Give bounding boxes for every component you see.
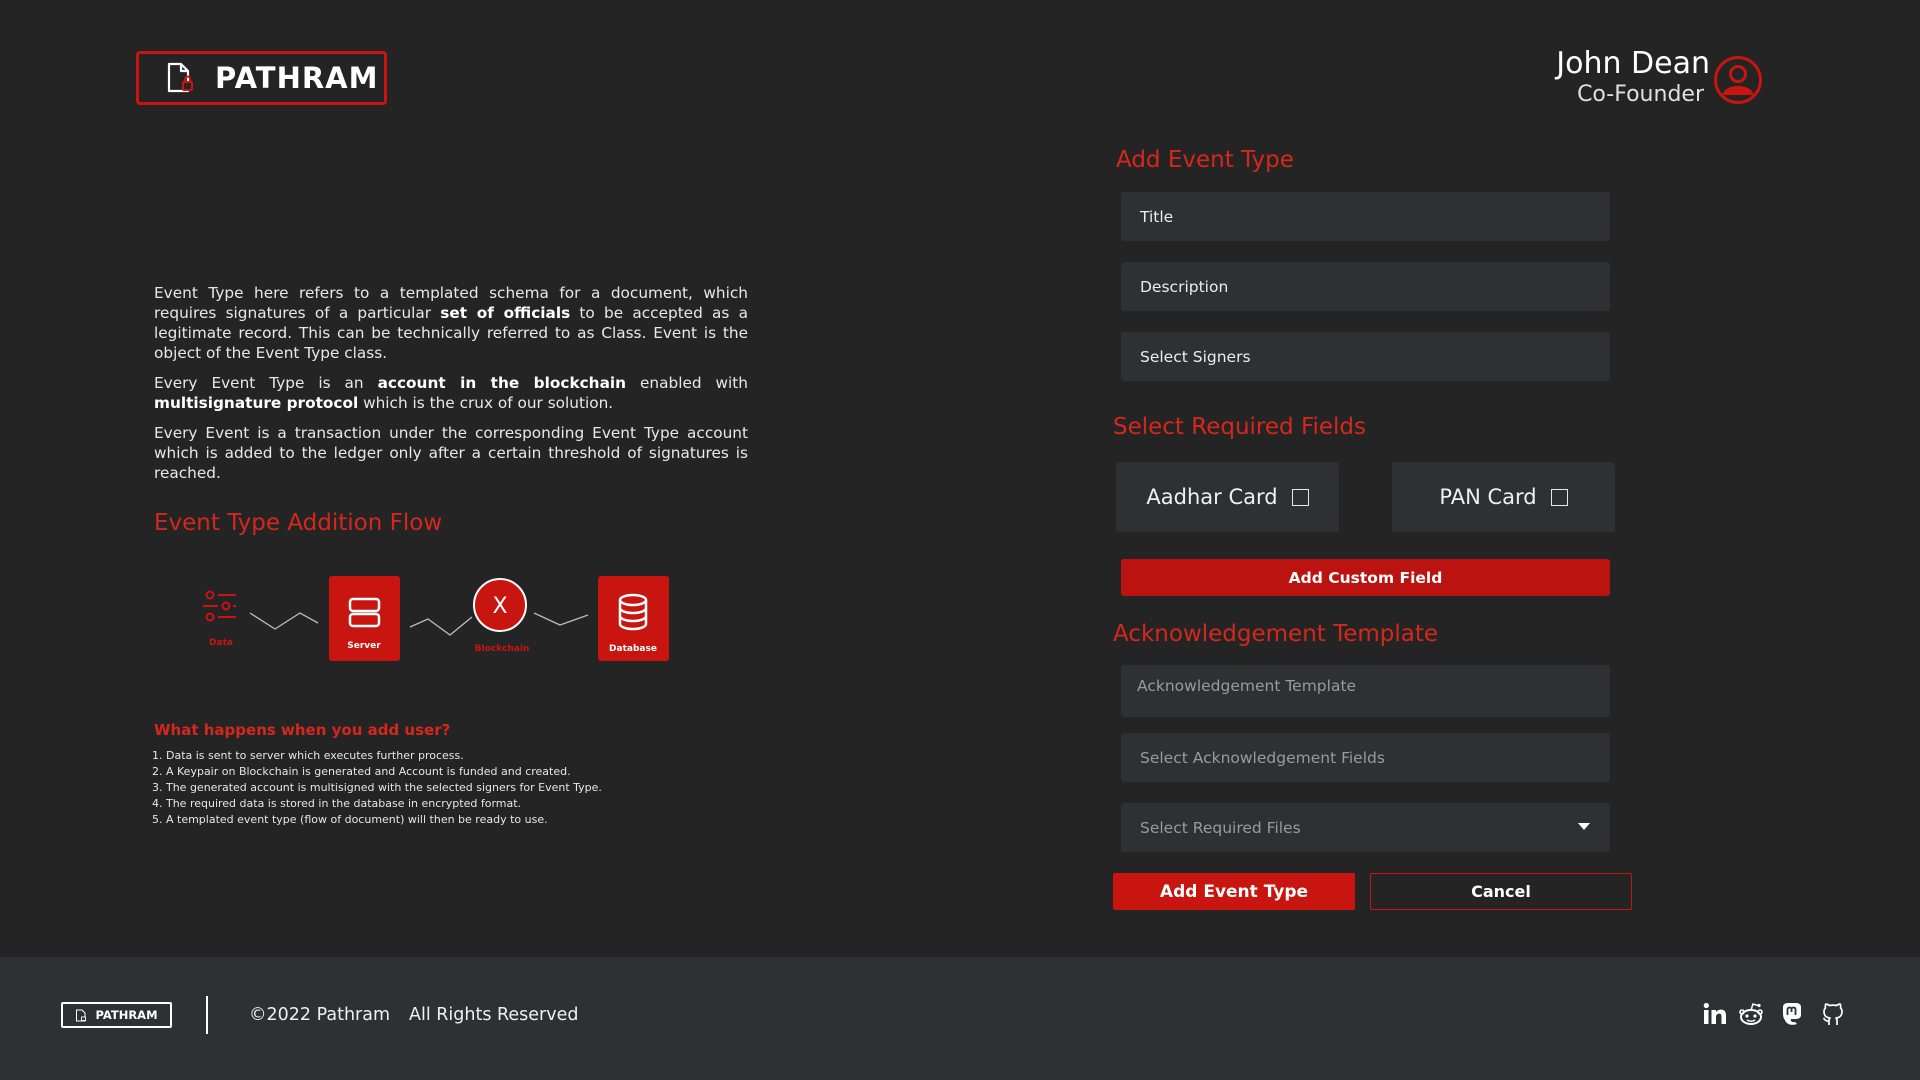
required-files-select[interactable] [1121, 803, 1610, 852]
add-event-type-title: Add Event Type [1116, 147, 1294, 173]
footer-divider [206, 996, 208, 1034]
description-paragraph-3: Every Event is a transaction under the corresponding Event Type account which is added to the ledger only after a certain threshold of signatures is reached. [154, 424, 748, 482]
pan-card-option[interactable] [1392, 462, 1615, 532]
description-paragraph-2 [154, 373, 748, 413]
list-item: 5. A templated event type (flow of document) will then be ready to use. [152, 813, 548, 826]
footer-logo[interactable] [61, 1002, 172, 1028]
add-event-type-button[interactable]: Add Event Type [1113, 873, 1355, 910]
add-custom-field-button[interactable]: Add Custom Field [1121, 559, 1610, 596]
brand-logo[interactable] [136, 51, 387, 105]
list-item: 2. A Keypair on Blockchain is generated and Account is funded and created. [152, 765, 571, 778]
user-info [1556, 46, 1710, 108]
chevron-down-icon [1578, 823, 1590, 830]
list-item: 1. Data is sent to server which executes further process. [152, 749, 464, 762]
brand-name: PATHRAM [215, 61, 379, 95]
acknowledgement-fields-input[interactable]: Select Acknowledgement Fields [1121, 733, 1610, 782]
description-bold: multisignature protocol [154, 394, 359, 412]
footer-rights: All Rights Reserved [409, 1005, 579, 1025]
flow-diagram [200, 575, 680, 665]
what-happens-title: What happens when you add user? [154, 721, 451, 739]
what-happens-list [152, 748, 602, 828]
pan-card-checkbox[interactable] [1551, 489, 1568, 506]
reddit-icon[interactable] [1738, 1001, 1764, 1027]
flow-title: Event Type Addition Flow [154, 510, 443, 536]
pan-card-label: PAN Card [1439, 485, 1537, 509]
list-item: 3. The generated account is multisigned with the selected signers for Event Type. [152, 781, 602, 794]
description-text: Every Event Type is an [154, 374, 378, 392]
avatar-icon[interactable] [1713, 55, 1763, 105]
flow-step-server: Server [347, 641, 381, 651]
footer [0, 957, 1920, 1080]
description-text: which is the crux of our solution. [358, 394, 614, 412]
acknowledgement-template-title: Acknowledgement Template [1113, 621, 1439, 647]
flow-step-database: Database [609, 644, 657, 654]
flow-step-blockchain: Blockchain [474, 644, 530, 654]
event-type-description [154, 283, 748, 493]
user-role: Co-Founder [1577, 82, 1704, 107]
cancel-button[interactable]: Cancel [1370, 873, 1632, 910]
description-bold: set of officials [440, 304, 571, 322]
description-text: enabled with [626, 374, 748, 392]
aadhar-card-checkbox[interactable] [1292, 489, 1309, 506]
select-signers-input[interactable]: Select Signers [1121, 332, 1610, 381]
flow-connector [250, 613, 318, 629]
footer-brand-name: PATHRAM [95, 1008, 158, 1022]
github-icon[interactable] [1820, 1001, 1846, 1027]
aadhar-card-label: Aadhar Card [1146, 485, 1278, 509]
list-item: 4. The required data is stored in the database in encrypted format. [152, 797, 522, 810]
document-icon [75, 1009, 87, 1022]
description-input[interactable]: Description [1121, 262, 1610, 311]
user-name: John Dean [1556, 46, 1710, 81]
acknowledgement-template-textarea[interactable]: Acknowledgement Template [1121, 665, 1610, 717]
description-bold: account in the blockchain [377, 374, 627, 392]
blockchain-mark: X [492, 594, 508, 619]
flow-connector [534, 613, 588, 625]
description-paragraph-1 [154, 283, 748, 363]
flow-step-data: Data [209, 638, 233, 648]
title-input[interactable]: Title [1121, 192, 1610, 241]
mastodon-icon[interactable] [1779, 1001, 1805, 1027]
required-files-label: Select Required Files [1140, 818, 1301, 837]
flow-connector [410, 617, 472, 635]
aadhar-card-option[interactable] [1116, 462, 1339, 532]
linkedin-icon[interactable] [1702, 1001, 1728, 1027]
footer-copyright: ©2022 Pathram [249, 1005, 391, 1025]
required-fields-title: Select Required Fields [1113, 414, 1367, 440]
description-text: Event Type here refers to a templated schema for a document, which requires signatures of a particular [154, 284, 748, 322]
document-icon [165, 62, 195, 94]
description-text: to be accepted as a legitimate record. This can be technically referred to as Class. Event is the object of the Event Type class. [154, 304, 748, 362]
data-filter-icon [203, 592, 236, 621]
